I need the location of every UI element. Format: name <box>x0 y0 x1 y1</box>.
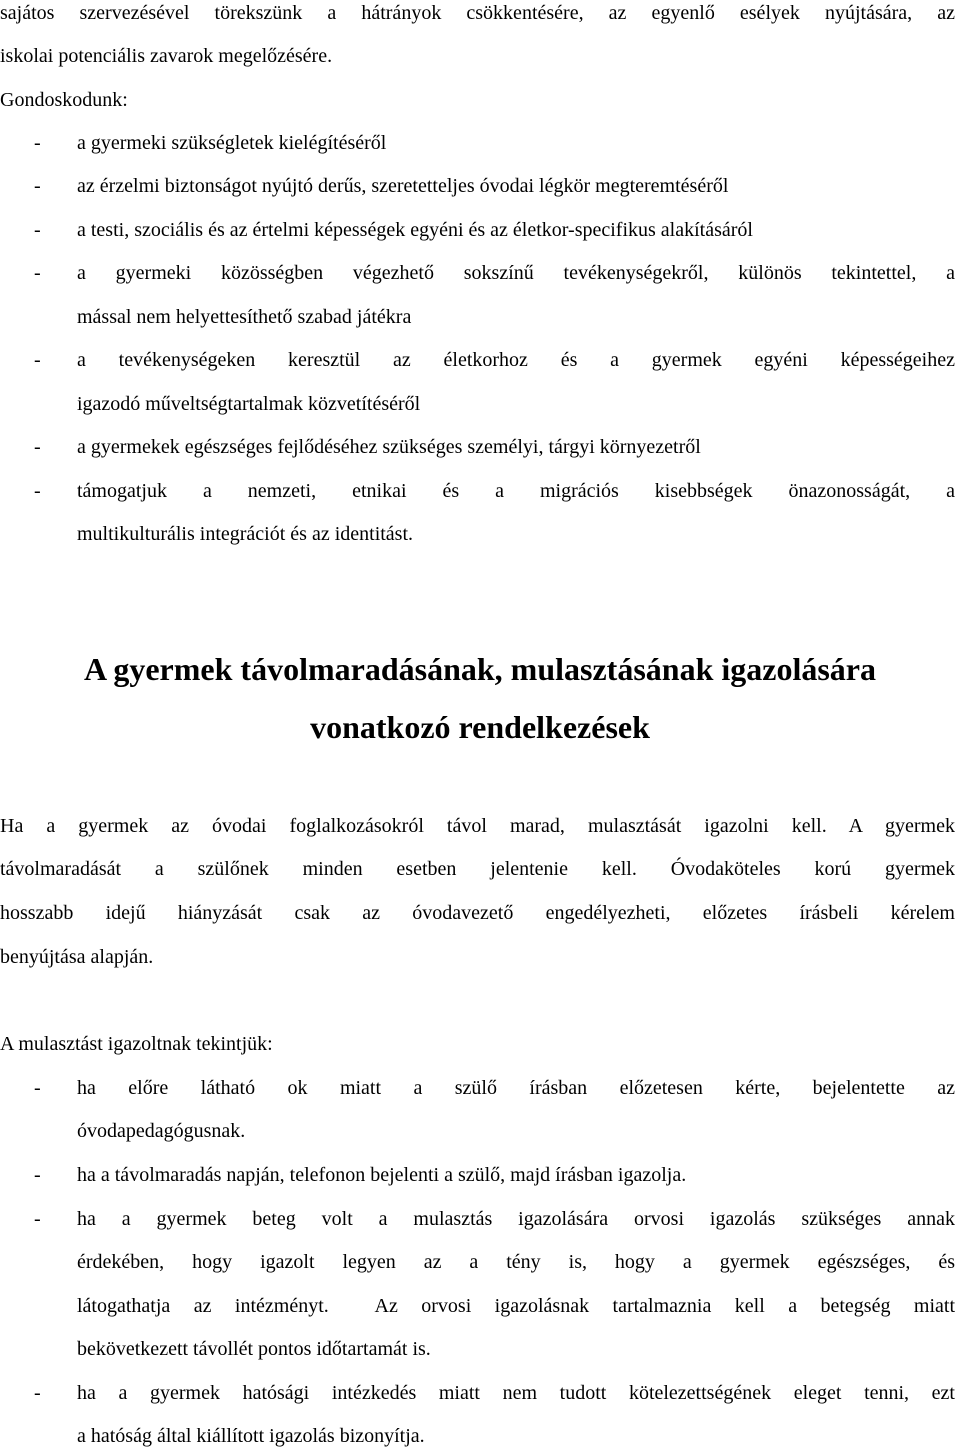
list-dash: - <box>34 1208 41 1230</box>
list-item-continuation: multikulturális integrációt és az identitást. <box>77 523 414 545</box>
section-heading-line-2: vonatkozó rendelkezések <box>310 709 650 745</box>
intro-line-1: sajátos szervezésével törekszünk a hátrányok csökkentésére, az egyenlő esélyek nyújtására, az <box>0 2 955 24</box>
list-item-continuation: óvodapedagógusnak. <box>77 1120 246 1142</box>
list-dash: - <box>34 219 41 241</box>
list-dash: - <box>34 480 41 502</box>
paragraph-line: távolmaradását a szülőnek minden esetben jelentenie kell. Óvodaköteles korú gyermek <box>0 858 955 880</box>
paragraph-line: Ha a gyermek az óvodai foglalkozásokról távol marad, mulasztását igazolni kell. A gyermek <box>0 815 955 837</box>
list-item: a gyermeki közösségben végezhető sokszínű tevékenységekről, különös tekintettel, a <box>77 262 955 284</box>
paragraph-line: hosszabb idejű hiányzását csak az óvodavezető engedélyezheti, előzetes írásbeli kérelem <box>0 902 955 924</box>
list-item: ha a távolmaradás napján, telefonon bejelenti a szülő, majd írásban igazolja. <box>77 1164 687 1186</box>
list-item: támogatjuk a nemzeti, etnikai és a migrációs kisebbségek önazonosságát, a <box>77 480 955 502</box>
list-item-continuation: igazodó műveltségtartalmak közvetítéséről <box>77 393 421 415</box>
list-item: az érzelmi biztonságot nyújtó derűs, szeretetteljes óvodai légkör megteremtéséről <box>77 175 729 197</box>
intro-line-3: Gondoskodunk: <box>0 89 128 111</box>
intro-line-2: iskolai potenciális zavarok megelőzésére. <box>0 45 333 67</box>
list-item: ha a gyermek beteg volt a mulasztás igazolására orvosi igazolás szükséges annak <box>77 1208 955 1230</box>
list-item: a gyermeki szükségletek kielégítéséről <box>77 132 387 154</box>
list-dash: - <box>34 262 41 284</box>
justified-absence-intro: A mulasztást igazoltnak tekintjük: <box>0 1033 273 1055</box>
list-dash: - <box>34 1164 41 1186</box>
paragraph-line: benyújtása alapján. <box>0 946 154 968</box>
list-item: ha a gyermek hatósági intézkedés miatt nem tudott kötelezettségének eleget tenni, ezt <box>77 1382 955 1404</box>
list-item: a testi, szociális és az értelmi képességek egyéni és az életkor-specifikus alakításáról <box>77 219 753 241</box>
list-dash: - <box>34 349 41 371</box>
list-item: ha előre látható ok miatt a szülő írásban előzetesen kérte, bejelentette az <box>77 1077 955 1099</box>
list-item-continuation: mással nem helyettesíthető szabad játékra <box>77 306 412 328</box>
list-item-continuation: a hatóság által kiállított igazolás bizonyítja. <box>77 1425 425 1447</box>
list-item-continuation: bekövetkezett távollét pontos időtartamát is. <box>77 1338 431 1360</box>
list-item: a tevékenységeken keresztül az életkorhoz és a gyermek egyéni képességeihez <box>77 349 955 371</box>
list-item-continuation: látogathatja az intézményt. Az orvosi igazolásnak tartalmaznia kell a betegség miatt <box>77 1295 955 1317</box>
list-item-continuation: érdekében, hogy igazolt legyen az a tény is, hogy a gyermek egészséges, és <box>77 1251 955 1273</box>
list-item: a gyermekek egészséges fejlődéséhez szükséges személyi, tárgyi környezetről <box>77 436 701 458</box>
list-dash: - <box>34 1077 41 1099</box>
list-dash: - <box>34 132 41 154</box>
section-heading-line-1: A gyermek távolmaradásának, mulasztásának igazolására <box>84 651 876 687</box>
list-dash: - <box>34 175 41 197</box>
list-dash: - <box>34 436 41 458</box>
list-dash: - <box>34 1382 41 1404</box>
